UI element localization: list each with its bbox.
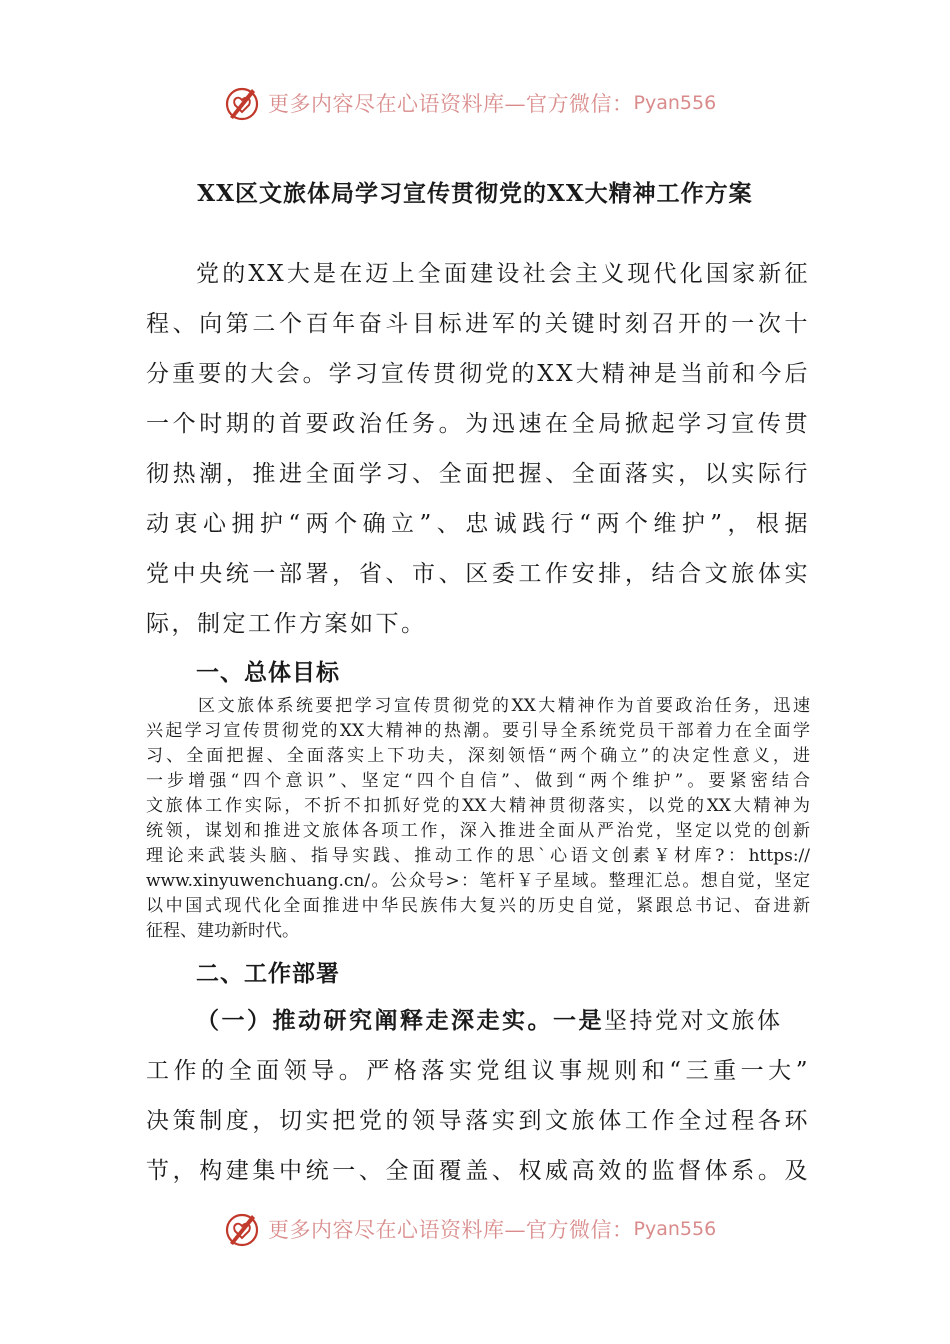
banner-text: 更多内容尽在心语资料库—官方微信： <box>268 1218 634 1242</box>
section1-line: www.xinyuwenchuang.cn/。公众号>：笔杆￥子星域。整理汇总。想自觉，坚定 <box>146 871 810 891</box>
section1-line: 区文旅体系统要把学习宣传贯彻党的XX大精神作为首要政治任务，迅速 <box>198 696 810 716</box>
section1-line: 一步增强“四个意识”、坚定“四个自信”、做到“两个维护”。要紧密结合 <box>146 771 810 791</box>
section2-line: 工作的全面领导。严格落实党组议事规则和“三重一大” <box>146 1058 810 1084</box>
subsection-1-first-line <box>196 1002 810 1035</box>
section-heading-1: 一、总体目标 <box>196 659 340 686</box>
intro-line: 动衷心拥护“两个确立”、忠诚践行“两个维护”，根据 <box>146 511 810 537</box>
pen-heart-logo-icon <box>222 1209 262 1249</box>
section-heading-2: 二、工作部署 <box>196 960 340 987</box>
section1-line: 统领，谋划和推进文旅体各项工作，深入推进全面从严治党，坚定以党的创新 <box>146 821 810 841</box>
banner-wechat-id: Pyan556 <box>633 1218 717 1240</box>
subsection-1-title: （一）推动研究阐释走深走实。 <box>196 1007 553 1034</box>
banner-text: 更多内容尽在心语资料库—官方微信： <box>268 92 634 116</box>
section1-line: 以中国式现代化全面推进中华民族伟大复兴的历史自觉，紧跟总书记、奋进新 <box>146 896 810 916</box>
section2-line: 决策制度，切实把党的领导落实到文旅体工作全过程各环 <box>146 1108 810 1134</box>
section1-line: 征程、建功新时代。 <box>146 921 299 941</box>
subsection-1-text: 坚持党对文旅体 <box>604 1008 783 1034</box>
section1-line: 文旅体工作实际，不折不扣抓好党的XX大精神贯彻落实，以党的XX大精神为 <box>146 796 810 816</box>
section1-line: 兴起学习宣传贯彻党的XX大精神的热潮。要引导全系统党员干部着力在全面学 <box>146 721 810 741</box>
section1-line: 理论来武装头脑、指导实践、推动工作的思`心语文创素￥材库?：https:// <box>146 846 810 866</box>
header-banner <box>222 82 742 124</box>
intro-line: 党的XX大是在迈上全面建设社会主义现代化国家新征 <box>196 261 810 287</box>
intro-line: 程、向第二个百年奋斗目标进军的关键时刻召开的一次十 <box>146 311 810 337</box>
intro-line: 际，制定工作方案如下。 <box>146 611 427 637</box>
footer-banner <box>222 1208 742 1250</box>
intro-line: 党中央统一部署，省、市、区委工作安排，结合文旅体实 <box>146 561 810 587</box>
pen-heart-logo-icon <box>222 83 262 123</box>
document-title: XX区文旅体局学习宣传贯彻党的XX大精神工作方案 <box>197 180 753 207</box>
intro-line: 分重要的大会。学习宣传贯彻党的XX大精神是当前和今后 <box>146 361 810 387</box>
section2-line: 节，构建集中统一、全面覆盖、权威高效的监督体系。及 <box>146 1158 810 1184</box>
section1-line: 习、全面把握、全面落实上下功夫，深刻领悟“两个确立”的决定性意义，进 <box>146 746 810 766</box>
intro-line: 一个时期的首要政治任务。为迅速在全局掀起学习宣传贯 <box>146 411 810 437</box>
banner-wechat-id: Pyan556 <box>633 92 717 114</box>
intro-line: 彻热潮，推进全面学习、全面把握、全面落实，以实际行 <box>146 461 810 487</box>
subsection-1-point-label: 一是 <box>553 1007 604 1034</box>
